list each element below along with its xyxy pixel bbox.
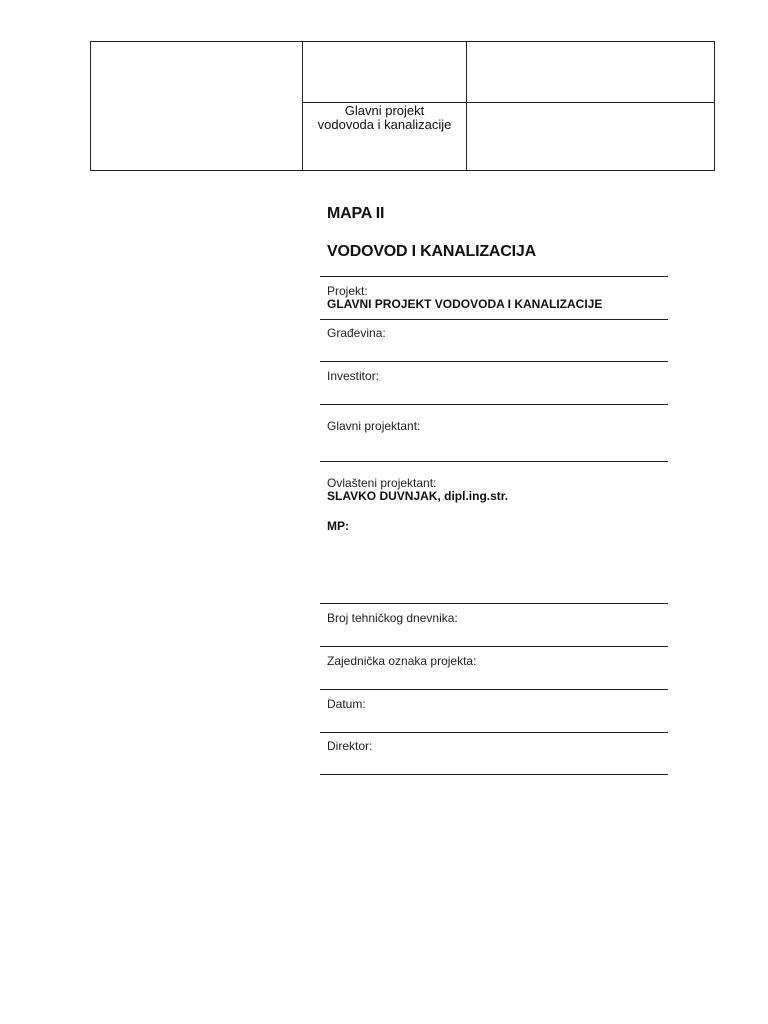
header-cell-middle-top — [303, 42, 466, 103]
mp-label: MP: — [327, 519, 349, 533]
projekt-value: GLAVNI PROJEKT VODOVODA I KANALIZACIJE — [327, 297, 603, 311]
investitor-label: Investitor: — [327, 369, 380, 383]
divider — [320, 404, 668, 405]
glavni-projektant-label: Glavni projektant: — [327, 419, 421, 433]
header-cell-right-top — [466, 42, 715, 103]
projekt-label: Projekt: — [327, 284, 368, 298]
divider — [320, 646, 668, 647]
header-cell-logo — [91, 42, 303, 170]
page-title: MAPA II — [327, 205, 385, 222]
header-table — [90, 41, 715, 171]
ovlasteni-projektant-value: SLAVKO DUVNJAK, dipl.ing.str. — [327, 489, 509, 503]
direktor-label: Direktor: — [327, 739, 373, 753]
header-divider — [303, 102, 714, 103]
divider — [320, 603, 668, 604]
datum-label: Datum: — [327, 697, 366, 711]
header-project-line-2: vodovoda i kanalizacije — [317, 117, 452, 132]
gradevina-label: Građevina: — [327, 326, 386, 340]
divider — [320, 461, 668, 462]
page-subtitle: VODOVOD I KANALIZACIJA — [327, 243, 536, 260]
header-project-line-1: Glavni projekt — [344, 103, 425, 118]
divider — [320, 276, 668, 277]
zajednicka-oznaka-label: Zajednička oznaka projekta: — [327, 654, 477, 668]
ovlasteni-projektant-label: Ovlašteni projektant: — [327, 476, 437, 490]
divider — [320, 361, 668, 362]
header-cell-project-name — [303, 103, 466, 170]
broj-dnevnika-label: Broj tehničkog dnevnika: — [327, 611, 458, 625]
divider — [320, 774, 668, 775]
divider — [320, 732, 668, 733]
divider — [320, 319, 668, 320]
header-cell-right-bottom — [466, 103, 715, 170]
divider — [320, 689, 668, 690]
